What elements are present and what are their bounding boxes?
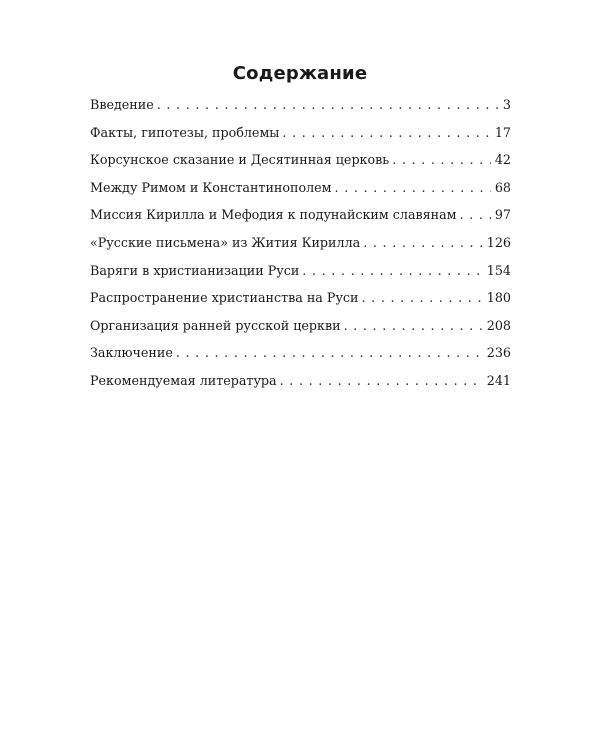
toc-entry: [90, 150, 511, 178]
toc-entry-page-number: 3: [502, 97, 511, 112]
toc-entry-label: Миссия Кирилла и Мефодия к подунайским славянам: [90, 207, 457, 223]
toc-entry-page-number: 236: [486, 345, 511, 361]
toc-entry: [90, 261, 511, 289]
toc-entry-label: Заключение: [90, 345, 173, 361]
toc-entry-page-number: 180: [486, 290, 511, 306]
toc-entry-label: Распространение христианства на Руси: [90, 290, 359, 306]
toc-entry-page-number: 42: [494, 152, 511, 168]
toc-entry-page-number: 126: [486, 234, 511, 250]
dot-leader: [344, 316, 483, 336]
dot-leader: [392, 150, 491, 170]
toc-entry-page-number: 17: [494, 124, 511, 140]
dot-leader: [280, 371, 483, 391]
toc-entry-label: Между Римом и Константинополем: [90, 179, 332, 195]
dot-leader: [157, 95, 499, 115]
toc-entry: [90, 343, 511, 371]
dot-leader: [335, 178, 491, 198]
page-title: Содержание: [232, 63, 368, 84]
toc-entry-label: Корсунское сказание и Десятинная церковь: [90, 152, 390, 168]
toc-entry: [90, 205, 511, 233]
toc-entry-label: «Русские письмена» из Жития Кирилла: [90, 234, 361, 250]
toc-entry-page-number: 97: [494, 207, 511, 223]
toc-entry-label: Варяги в христианизации Руси: [90, 262, 300, 278]
dot-leader: [282, 123, 490, 143]
toc-entry-label: Факты, гипотезы, проблемы: [90, 124, 280, 140]
dot-leader: [363, 233, 483, 253]
dot-leader: [361, 288, 482, 308]
toc-entry-label: Рекомендуемая литература: [90, 372, 277, 388]
toc-entry-label: Организация ранней русской церкви: [90, 317, 341, 333]
dot-leader: [460, 205, 491, 225]
toc-entry-page-number: 68: [494, 179, 511, 195]
toc-entry: [90, 123, 511, 151]
toc-entry-page-number: 154: [486, 262, 511, 278]
toc-entry-page-number: 241: [486, 372, 511, 388]
toc-entry: [90, 178, 511, 206]
toc-entry-label: Введение: [90, 97, 154, 112]
toc-entry: [90, 371, 511, 399]
toc-entry: [90, 95, 511, 123]
dot-leader: [176, 343, 483, 363]
toc-entry: [90, 316, 511, 344]
toc-entry: [90, 233, 511, 261]
dot-leader: [302, 261, 483, 281]
table-of-contents: [90, 95, 511, 399]
toc-entry-page-number: 208: [486, 317, 511, 333]
toc-entry: [90, 288, 511, 316]
